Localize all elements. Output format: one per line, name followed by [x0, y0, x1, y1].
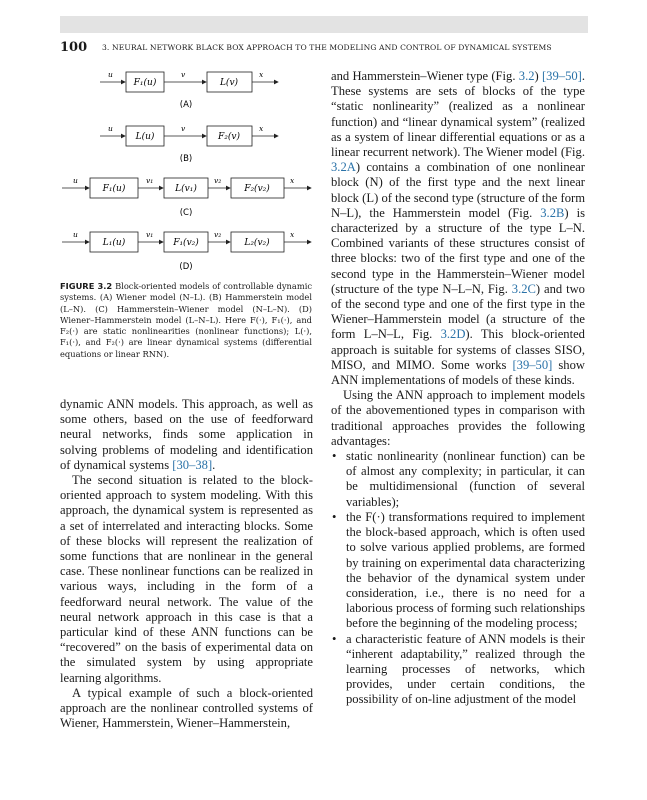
- left-paragraph-3: A typical example of such a block-oriented approach are the nonlinear controlled systems of Wiener, Hammerstein, Wiener–Hammerstein,: [60, 685, 313, 731]
- signal-a-u: u: [108, 70, 113, 79]
- block-b1-label: L(u): [135, 132, 155, 142]
- label-d: (D): [179, 262, 193, 272]
- signal-b-x: x: [259, 124, 264, 133]
- label-a: (A): [179, 100, 193, 110]
- right-paragraph-2: Using the ANN approach to implement models of the abovementioned types in comparison with traditional approaches provides the following advantages:: [331, 388, 585, 448]
- signal-b-v: v: [181, 124, 186, 133]
- page-number: 100: [60, 40, 88, 55]
- block-c3-label: F₂(v₂): [244, 184, 270, 194]
- block-d2-label: F₁(v₂): [173, 238, 199, 248]
- citation-link[interactable]: [39–50]: [541, 69, 582, 83]
- signal-d-v1: v₁: [146, 230, 154, 239]
- left-paragraph-1: dynamic ANN models. This approach, as well as some others, based on the use of feedforward neural networks, finds some application in solving problems of modeling and identification of dynamical systems [30–38].: [60, 397, 313, 472]
- signal-d-x: x: [290, 230, 295, 239]
- signal-d-v2: v₂: [214, 230, 222, 239]
- caption-text: Block-oriented models of controllable dynamic systems. (A) Wiener model (N–L). (B) Hammerstein model (L–N). (C) Hammerstein–Wiener model (N–L–N). (D) Wiener–Hammerstein model (L–N–L). Here F(·), F₁(·), and F₂(·) are static nonlinearities (nonlinear functions); L(·), F₁(·), and F₂(·) are linear dynamical systems (differential equations or linear RNN).: [60, 281, 312, 359]
- signal-c-v1: v₁: [146, 176, 154, 185]
- figure-ref-link[interactable]: 3.2D: [440, 327, 466, 342]
- block-c2-label: L(v₁): [175, 184, 197, 194]
- list-item: • a characteristic feature of ANN models is their “inherent adaptability,” realized through the learning processes of networks, which provides, under certain conditions, the possibility of on-line adjustment of the model: [331, 632, 585, 708]
- signal-d-u: u: [73, 230, 78, 239]
- figure-ref-link[interactable]: 3.2B: [540, 205, 565, 220]
- left-column: [60, 397, 313, 731]
- signal-b-u: u: [108, 124, 113, 133]
- citation-link[interactable]: [30–38]: [172, 457, 213, 472]
- signal-c-x: x: [290, 176, 295, 185]
- signal-c-v2: v₂: [214, 176, 222, 185]
- figure-ref-link[interactable]: 3.2C: [511, 281, 536, 296]
- right-column: [331, 69, 585, 708]
- block-c1-label: F₁(u): [102, 184, 126, 194]
- header-bar: [60, 16, 588, 33]
- label-b: (B): [179, 154, 193, 164]
- running-title: 3. NEURAL NETWORK BLACK BOX APPROACH TO THE MODELING AND CONTROL OF DYNAMICAL SYSTEMS: [102, 43, 552, 52]
- signal-c-u: u: [73, 176, 78, 185]
- figure-ref-link[interactable]: 3.2: [518, 69, 535, 83]
- advantages-list: [331, 449, 585, 707]
- caption-label: FIGURE 3.2: [60, 281, 113, 291]
- signal-a-x: x: [259, 70, 264, 79]
- figure-ref-link[interactable]: 3.2A: [331, 160, 356, 175]
- block-a1-label: F₁(u): [133, 78, 157, 88]
- block-diagram-figure: [60, 60, 315, 275]
- list-item: • static nonlinearity (nonlinear function) can be of almost any complexity; in particular, it can be multidimensional (function of several variables);: [331, 449, 585, 510]
- figure-caption: [60, 281, 312, 360]
- label-c: (C): [179, 208, 193, 218]
- block-b2-label: F₂(v): [218, 132, 240, 142]
- citation-link[interactable]: [39–50]: [512, 357, 553, 372]
- block-d3-label: L₂(v₂): [244, 238, 270, 248]
- right-paragraph-1: and Hammerstein–Wiener type (Fig. 3.2) [39–50]. These systems are sets of blocks of the type “static nonlinearity” (realized as a nonlinear function) and “linear dynamical system” (realized as a system of linear differential equations or as a linear recurrent network). The Wiener model (Fig. 3.2A) contains a combination of one nonlinear block (N) of the first type and the next linear block (L) of the second type (structure of the form N–L), the Hammerstein model (Fig. 3.2B) is characterized by a structure of the type L–N. Combined variants of these structures consist of three blocks: two of the first type and one of the second type in the Hammerstein–Wiener model (structure of the type N–L–N, Fig. 3.2C) and two of the second type and one of the first type in the Wiener–Hammerstein model (a structure of the form L–N–L, Fig. 3.2D). This block-oriented approach is suitable for systems of classes SISO, MISO, and MIMO. Some works [39–50] show ANN implementations of models of these kinds.: [331, 69, 586, 388]
- signal-a-v: v: [181, 70, 186, 79]
- list-item: • the F(·) transformations required to implement the block-based approach, which is often used to solve various applied problems, are formed by training on experimental data characterizing the behavior of the dynamical system under consideration, i.e., there is no need for a laborious process of forming such relationships before the beginning of the modeling process;: [331, 510, 585, 632]
- block-a2-label: L(v): [219, 78, 239, 88]
- left-paragraph-2: The second situation is related to the block-oriented approach to system modeling. With this approach, the dynamical system is represented as a set of interrelated and interacting blocks. Some of these blocks will represent the realization of some functions that are nonlinear in the general case. These nonlinear functions can be realized in various ways, including in the form of a feedforward neural network. The value of the neural network approach in this case is that a particular kind of these ANN functions can be “recovered” on the basis of experimental data on the simulated system by using appropriate learning algorithms.: [60, 473, 313, 685]
- block-d1-label: L₁(u): [102, 238, 126, 248]
